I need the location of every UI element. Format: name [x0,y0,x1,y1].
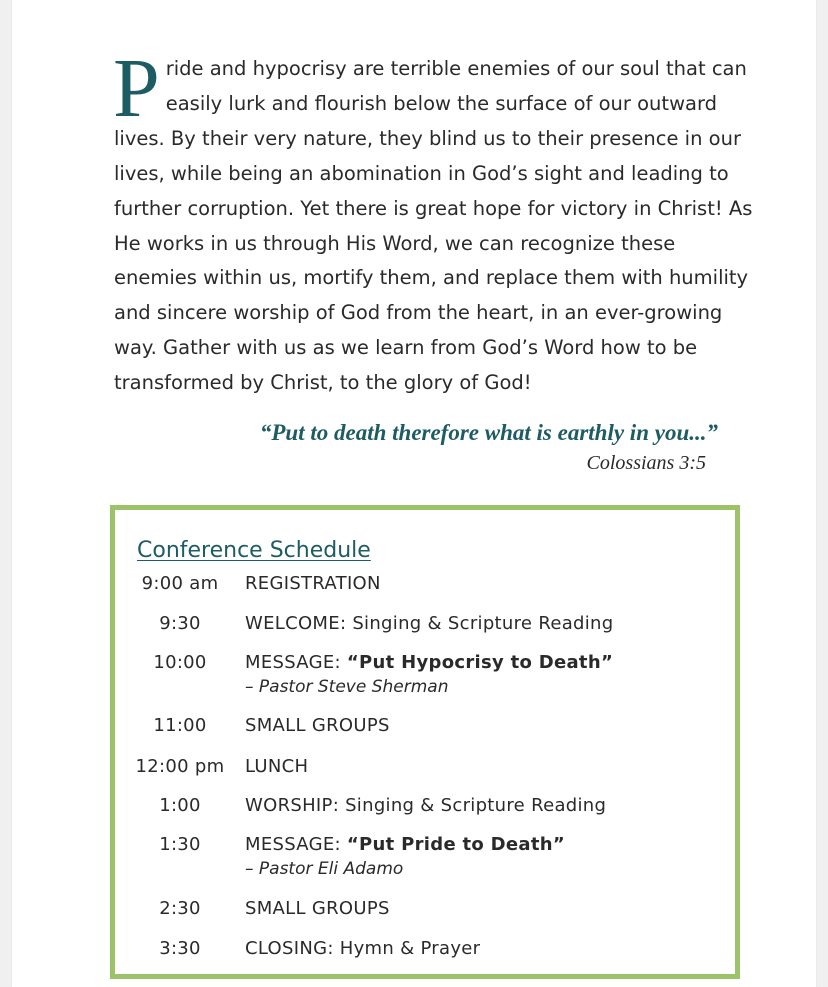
schedule-time: 1:30 [159,834,201,855]
message-title: “Put Pride to Death” [346,834,565,855]
schedule-event: SMALL GROUPS [245,898,390,919]
intro-text: ride and hypocrisy are terrible enemies of our soul that can easily lurk and flourish below the surface of our outward lives. By their very nature, they blind us to their presence in our lives, while being an abomination in God’s sight and leading to further corruption. Yet there is great hope for victory in Christ! As He works in us through His Word, we can recognize these enemies within us, mortify them, and replace them with humility and sincere worship of God from the heart, in an ever-growing way. Gather with us as we learn from God’s Word how to be transformed by Christ, to the glory of God! [114,57,753,395]
document-page [12,0,816,987]
schedule-time: 12:00 pm [135,756,225,777]
intro-paragraph [113,42,754,401]
speaker-name: – Pastor Steve Sherman [245,677,449,697]
schedule-event: CLOSING: Hymn & Prayer [245,938,481,959]
schedule-time: 3:30 [159,938,201,959]
scripture-citation: Colossians 3:5 [586,452,706,474]
speaker-name: – Pastor Eli Adamo [245,859,404,879]
schedule-time: 1:00 [159,795,201,816]
schedule-event: WORSHIP: Singing & Scripture Reading [245,795,607,816]
schedule-event: REGISTRATION [245,573,381,594]
schedule-title: Conference Schedule [137,538,371,563]
schedule-event: WELCOME: Singing & Scripture Reading [245,613,614,634]
schedule-event: LUNCH [245,756,309,777]
event-prefix: MESSAGE: [245,652,347,673]
schedule-event: SMALL GROUPS [245,715,390,736]
schedule-time: 2:30 [159,898,201,919]
schedule-time: 9:30 [159,613,201,634]
event-prefix: MESSAGE: [245,834,347,855]
schedule-box [110,505,740,979]
schedule-event [245,834,565,855]
schedule-time: 10:00 [153,652,207,673]
message-title: “Put Hypocrisy to Death” [346,652,614,673]
schedule-time: 11:00 [153,715,207,736]
schedule-time: 9:00 am [141,573,219,594]
drop-cap: P [113,42,160,135]
scripture-quote: “Put to death therefore what is earthly in you...” [259,420,718,445]
schedule-event [245,652,613,673]
